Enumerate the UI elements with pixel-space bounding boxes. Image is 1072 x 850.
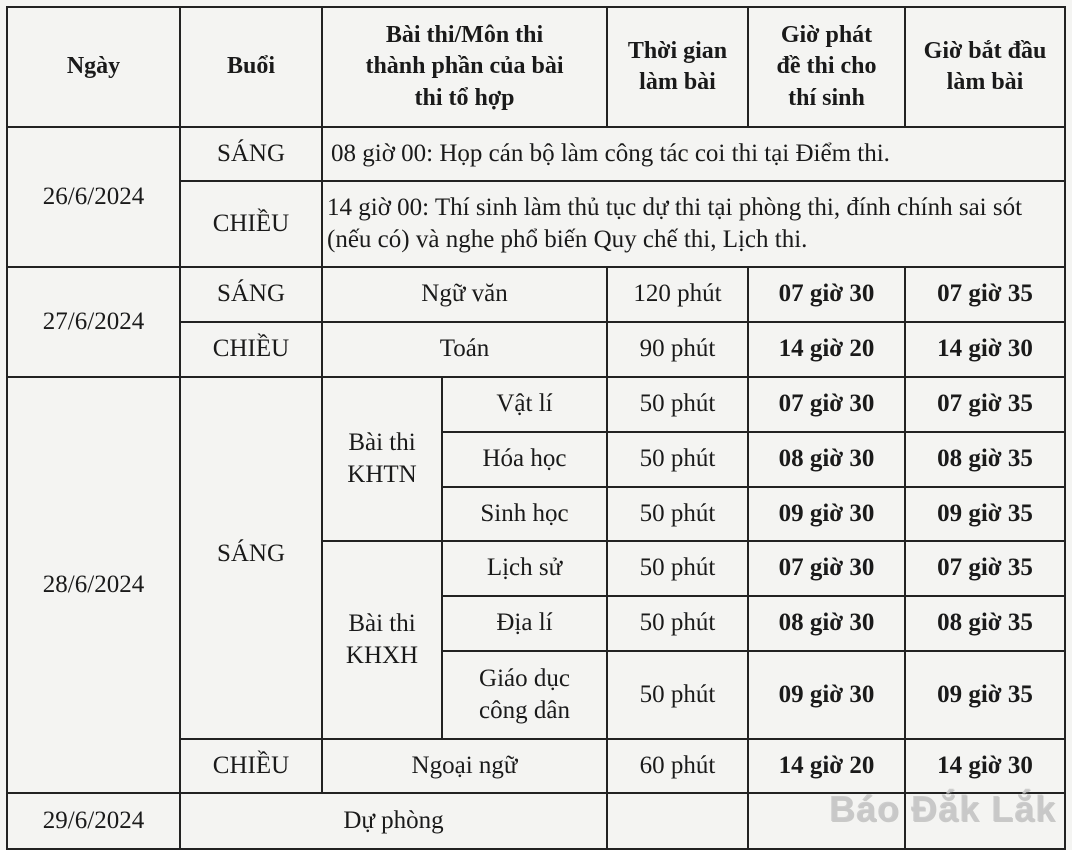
morning-note: 08 giờ 00: Họp cán bộ làm công tác coi thi tại Điểm thi.: [322, 127, 1065, 181]
empty-cell: [607, 793, 748, 849]
subject: Hóa học: [442, 432, 607, 487]
duration: 50 phút: [607, 651, 748, 739]
exam-schedule-table: [6, 6, 1066, 850]
header-row: [7, 7, 1065, 127]
duration: 50 phút: [607, 596, 748, 651]
header-gio-bat-dau: Giờ bắt đầu làm bài: [905, 7, 1065, 127]
table-row: [7, 793, 1065, 849]
table-row: [7, 127, 1065, 181]
header-gio-phat-de: Giờ phát đề thi cho thí sinh: [748, 7, 905, 127]
subject: Toán: [322, 322, 607, 377]
release-time: 07 giờ 30: [748, 541, 905, 596]
start-time: 09 giờ 35: [905, 651, 1065, 739]
start-time: 07 giờ 35: [905, 267, 1065, 322]
duration: 50 phút: [607, 432, 748, 487]
session-morning: SÁNG: [180, 267, 322, 322]
table-row: [7, 267, 1065, 322]
start-time: 07 giờ 35: [905, 377, 1065, 432]
session-afternoon: CHIỀU: [180, 181, 322, 267]
start-time: 07 giờ 35: [905, 541, 1065, 596]
release-time: 14 giờ 20: [748, 322, 905, 377]
subject: Ngữ văn: [322, 267, 607, 322]
date-29: 29/6/2024: [7, 793, 180, 849]
session-afternoon: CHIỀU: [180, 322, 322, 377]
afternoon-note: 14 giờ 00: Thí sinh làm thủ tục dự thi tại phòng thi, đính chính sai sót (nếu có) và nghe phổ biến Quy chế thi, Lịch thi.: [322, 181, 1065, 267]
release-time: 09 giờ 30: [748, 487, 905, 541]
start-time: 14 giờ 30: [905, 322, 1065, 377]
header-mon-thi: Bài thi/Môn thi thành phần của bài thi tổ hợp: [322, 7, 607, 127]
table-row: [7, 377, 1065, 432]
header-buoi: Buổi: [180, 7, 322, 127]
date-26: 26/6/2024: [7, 127, 180, 267]
release-time: 08 giờ 30: [748, 596, 905, 651]
duration: 90 phút: [607, 322, 748, 377]
subject: Ngoại ngữ: [322, 739, 607, 793]
subject: Sinh học: [442, 487, 607, 541]
empty-cell: [748, 793, 905, 849]
release-time: 08 giờ 30: [748, 432, 905, 487]
subject: Vật lí: [442, 377, 607, 432]
subject: Lịch sử: [442, 541, 607, 596]
subject: Giáo dục công dân: [442, 651, 607, 739]
release-time: 09 giờ 30: [748, 651, 905, 739]
start-time: 09 giờ 35: [905, 487, 1065, 541]
khtn-group-label: Bài thi KHTN: [322, 377, 442, 541]
khxh-group-label: Bài thi KHXH: [322, 541, 442, 739]
duration: 50 phút: [607, 541, 748, 596]
session-afternoon: CHIỀU: [180, 739, 322, 793]
date-27: 27/6/2024: [7, 267, 180, 377]
start-time: 14 giờ 30: [905, 739, 1065, 793]
duration: 120 phút: [607, 267, 748, 322]
empty-cell: [905, 793, 1065, 849]
reserve-note: Dự phòng: [180, 793, 607, 849]
release-time: 07 giờ 30: [748, 267, 905, 322]
duration: 60 phút: [607, 739, 748, 793]
start-time: 08 giờ 35: [905, 432, 1065, 487]
duration: 50 phút: [607, 487, 748, 541]
subject: Địa lí: [442, 596, 607, 651]
duration: 50 phút: [607, 377, 748, 432]
date-28: 28/6/2024: [7, 377, 180, 793]
watermark: Báo Đắk Lắk: [828, 788, 1056, 829]
header-thoi-gian: Thời gian làm bài: [607, 7, 748, 127]
release-time: 14 giờ 20: [748, 739, 905, 793]
session-morning: SÁNG: [180, 377, 322, 739]
session-morning: SÁNG: [180, 127, 322, 181]
start-time: 08 giờ 35: [905, 596, 1065, 651]
release-time: 07 giờ 30: [748, 377, 905, 432]
header-ngay: Ngày: [7, 7, 180, 127]
